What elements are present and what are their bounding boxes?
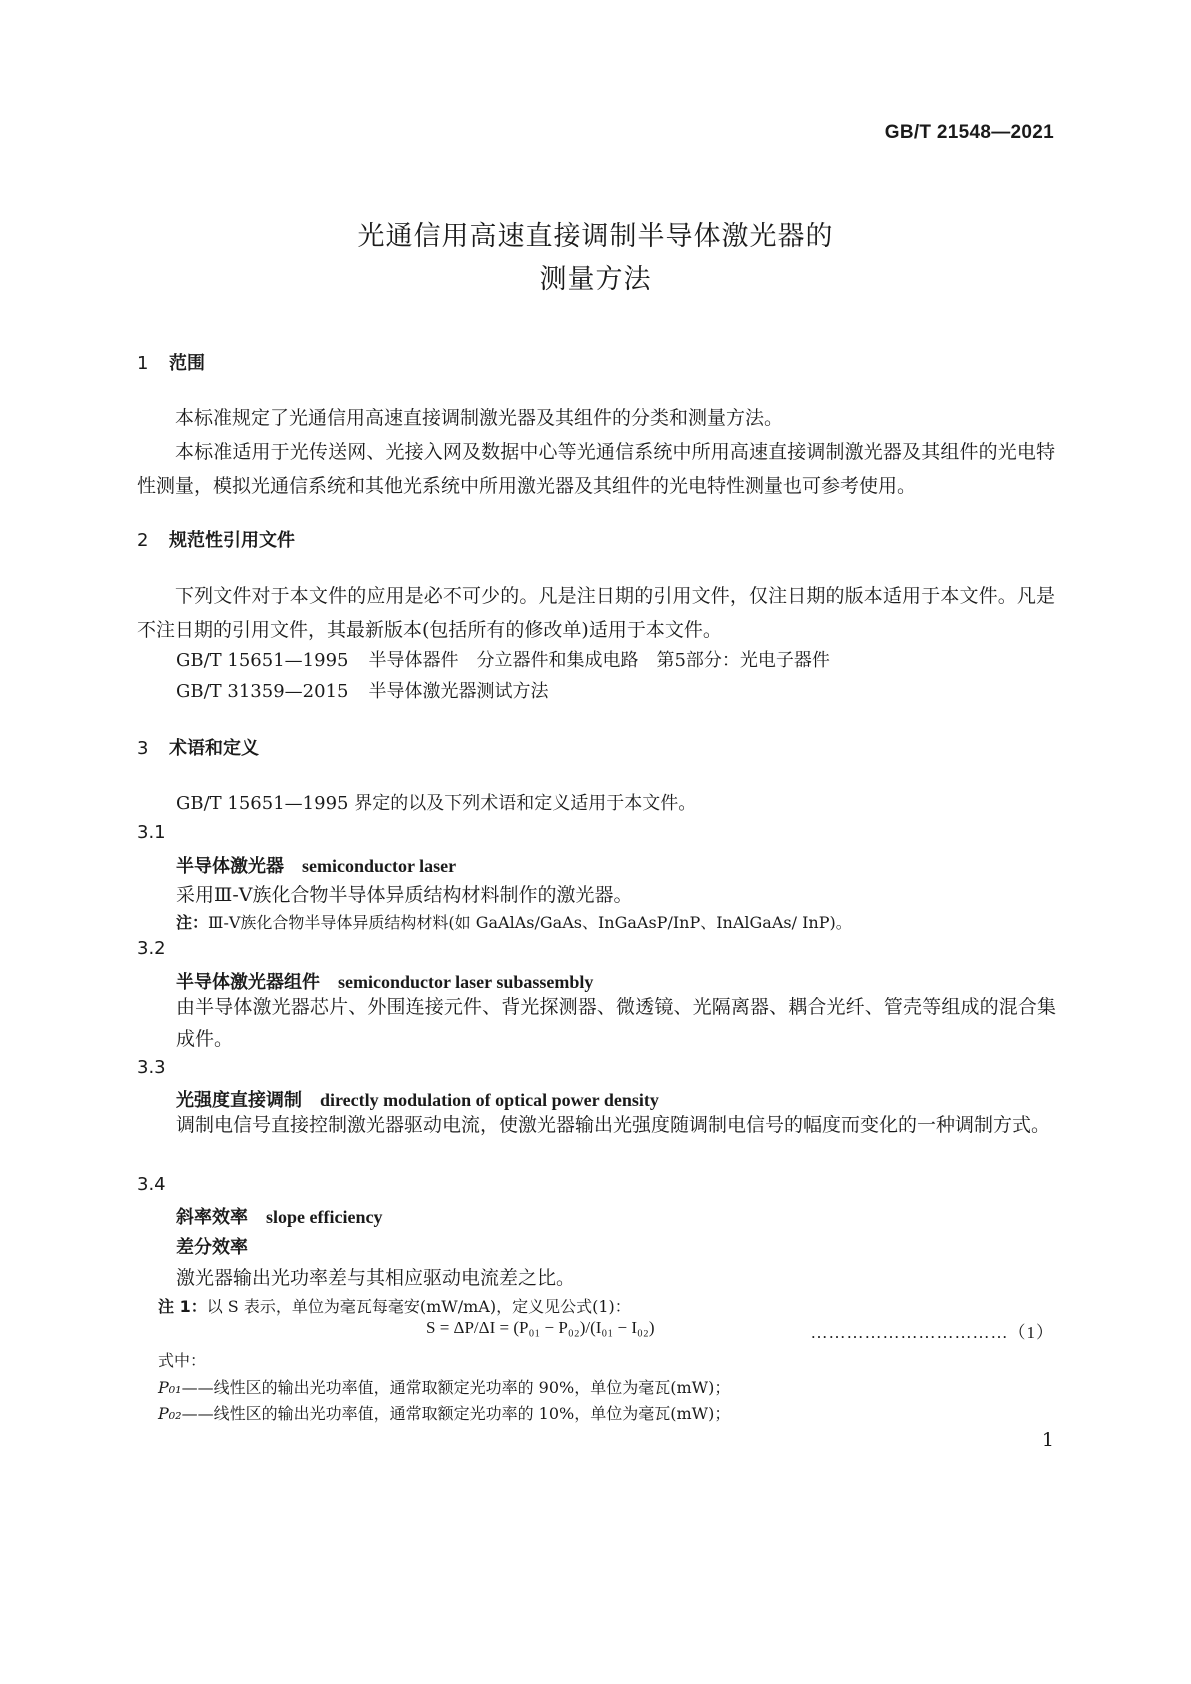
term-en: semiconductor laser <box>302 856 457 876</box>
formula-1-number: ……………………………（1） <box>810 1323 1054 1342</box>
term-3-2-definition: 由半导体激光器芯片、外围连接元件、背光探测器、微透镜、光隔离器、耦合光纤、管壳等组成的混合集成件。 <box>176 996 1056 1050</box>
term-3-1 <box>176 852 456 878</box>
section-2-heading <box>137 526 295 552</box>
section-3-intro: GB/T 15651—1995 界定的以及下列术语和定义适用于本文件。 <box>176 793 697 814</box>
term-3-4 <box>176 1203 382 1229</box>
term-3-2-number: 3.2 <box>137 938 166 959</box>
section-number: 1 <box>137 353 149 374</box>
variable-symbol: P₀₂ <box>158 1404 182 1423</box>
term-3-4-note <box>158 1294 631 1317</box>
reference-title: 半导体激光器测试方法 <box>368 681 549 702</box>
normative-reference-2 <box>176 677 548 703</box>
page-number: 1 <box>1041 1429 1054 1451</box>
note-text: Ⅲ-Ⅴ族化合物半导体异质结构材料(如 GaAlAs/GaAs、InGaAsP/InP、InAlGaAs/ InP)。 <box>208 913 852 932</box>
document-title-line2: 测量方法 <box>539 264 652 295</box>
section-number: 2 <box>137 530 149 551</box>
section-3-heading <box>137 734 259 760</box>
reference-code: GB/T 31359—2015 <box>176 681 349 702</box>
term-3-4-alt <box>176 1233 248 1259</box>
formula-variable-1 <box>158 1375 730 1398</box>
term-3-1-definition: 采用Ⅲ-Ⅴ族化合物半导体异质结构材料制作的激光器。 <box>176 884 633 906</box>
normative-reference-1 <box>176 646 830 672</box>
section-1-heading <box>137 349 205 375</box>
section-2-paragraph-1: 下列文件对于本文件的应用是必不可少的。凡是注日期的引用文件，仅注日期的版本适用于本文件。凡是不注日期的引用文件，其最新版本(包括所有的修改单)适用于本文件。 <box>137 585 1055 641</box>
term-zh: 半导体激光器组件 <box>176 972 320 993</box>
term-3-3-number: 3.3 <box>137 1057 166 1078</box>
reference-code: GB/T 15651—1995 <box>176 650 349 671</box>
term-3-4-number: 3.4 <box>137 1174 166 1195</box>
formula-variable-2 <box>158 1401 730 1424</box>
term-3-1-number: 3.1 <box>137 822 166 843</box>
standard-number: GB/T 21548—2021 <box>884 122 1054 143</box>
section-title: 术语和定义 <box>169 738 259 759</box>
term-en: slope efficiency <box>266 1207 383 1227</box>
term-zh: 斜率效率 <box>176 1207 248 1228</box>
section-title: 规范性引用文件 <box>169 530 295 551</box>
formula-1: S = ΔP/ΔI = (P₀₁ − P₀₂)/(I₀₁ − I₀₂) <box>426 1318 655 1337</box>
section-title: 范围 <box>169 353 205 374</box>
reference-title: 半导体器件 分立器件和集成电路 第5部分：光电子器件 <box>368 650 830 671</box>
term-zh-alt: 差分效率 <box>176 1237 248 1258</box>
section-1-paragraph-1: 本标准规定了光通信用高速直接调制激光器及其组件的分类和测量方法。 <box>175 407 784 429</box>
section-1-paragraph-2: 本标准适用于光传送网、光接入网及数据中心等光通信系统中所用高速直接调制激光器及其组件的光电特性测量，模拟光通信系统和其他光系统中所用激光器及其组件的光电特性测量也可参考使用。 <box>137 441 1055 497</box>
variable-symbol: P₀₁ <box>158 1378 182 1397</box>
term-3-3-definition: 调制电信号直接控制激光器驱动电流，使激光器输出光强度随调制电信号的幅度而变化的一种调制方式。 <box>176 1114 1051 1136</box>
term-en: directly modulation of optical power density <box>320 1090 659 1110</box>
document-title-line1: 光通信用高速直接调制半导体激光器的 <box>357 221 834 252</box>
variable-description: ——线性区的输出光功率值，通常取额定光功率的 10%，单位为毫瓦(mW)； <box>181 1404 731 1423</box>
note-label: 注： <box>176 913 209 932</box>
formula-where: 式中： <box>158 1351 207 1370</box>
term-zh: 半导体激光器 <box>176 856 284 877</box>
term-3-1-note <box>176 910 852 933</box>
term-en: semiconductor laser subassembly <box>338 972 594 992</box>
note-label: 注 1： <box>158 1297 207 1316</box>
term-zh: 光强度直接调制 <box>176 1090 302 1111</box>
section-number: 3 <box>137 738 149 759</box>
note-text: 以 S 表示，单位为毫瓦每毫安(mW/mA)，定义见公式(1)： <box>206 1297 631 1316</box>
term-3-4-definition: 激光器输出光功率差与其相应驱动电流差之比。 <box>176 1267 576 1289</box>
variable-description: ——线性区的输出光功率值，通常取额定光功率的 90%，单位为毫瓦(mW)； <box>181 1378 731 1397</box>
